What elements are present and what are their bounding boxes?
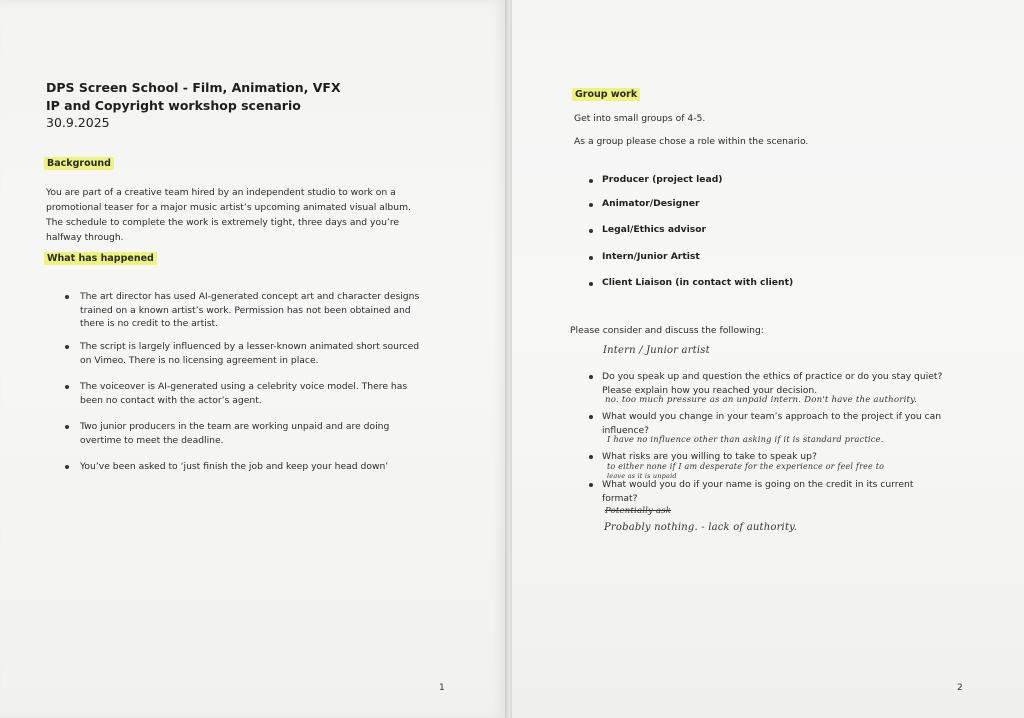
bullet-icon: [65, 465, 69, 469]
background-line: promotional teaser for a major music artist’s upcoming animated visual album.: [46, 202, 411, 213]
bullet-icon: [589, 375, 593, 379]
page-number: 2: [957, 683, 963, 693]
document-date: 30.9.2025: [46, 115, 110, 130]
bullet-icon: [589, 455, 593, 459]
list-item: [80, 380, 430, 407]
consider-prompt: Please consider and discuss the following:: [570, 325, 764, 336]
background-line: The schedule to complete the work is extremely tight, three days and you’re: [46, 217, 400, 228]
list-item-line: The script is largely influenced by a lesser-known animated short sourced: [80, 341, 420, 352]
handwritten-role: Intern / Junior artist: [603, 345, 710, 356]
document-title-line1: DPS Screen School - Film, Animation, VFX: [46, 80, 341, 95]
role-item: [602, 277, 793, 288]
bullet-icon: [65, 425, 69, 429]
list-item-line: Two junior producers in the team are working unpaid and are doing: [80, 421, 390, 432]
bullet-icon: [65, 385, 69, 389]
list-item-line: trained on a known artist’s work. Permission has not been obtained and: [80, 304, 411, 316]
list-item-line: You’ve been asked to ‘just finish the job and keep your head down’: [80, 461, 389, 472]
list-item-line: overtime to meet the deadline.: [80, 434, 224, 446]
list-item-line: on Vimeo. There is no licensing agreement in place.: [80, 354, 319, 366]
question-line: What would you change in your team’s approach to the project if you can: [602, 411, 942, 422]
question-line: What would you do if your name is going on the credit in its current: [602, 479, 914, 490]
what-happened-heading: What has happened: [44, 252, 157, 265]
bullet-icon: [589, 203, 593, 207]
list-item-line: The voiceover is AI-generated using a celebrity voice model. There has: [80, 381, 408, 392]
instruction-line: Get into small groups of 4-5.: [574, 113, 706, 124]
document-title-line2: IP and Copyright workshop scenario: [46, 98, 301, 113]
background-line: halfway through.: [46, 232, 124, 243]
role-item: [602, 198, 700, 209]
bullet-icon: [589, 256, 593, 260]
handwritten-answer: to either none if I am desperate for the experience or feel free to: [607, 462, 885, 471]
page-number: 1: [439, 683, 445, 693]
role-label: Client Liaison (in contact with client): [602, 277, 794, 288]
role-label: Producer (project lead): [602, 174, 723, 185]
background-heading: Background: [44, 157, 114, 170]
bullet-icon: [65, 295, 69, 299]
question-line: Please explain how you reached your decision.: [602, 384, 818, 396]
list-item-line: The art director has used AI-generated concept art and character designs: [80, 291, 420, 302]
question-line: What risks are you willing to take to speak up?: [602, 451, 817, 462]
role-label: Intern/Junior Artist: [602, 251, 700, 262]
list-item-line: there is no credit to the artist.: [80, 318, 219, 329]
bullet-icon: [589, 229, 593, 233]
bullet-icon: [65, 345, 69, 349]
list-item: [80, 460, 430, 474]
handwritten-answer: no. too much pressure as an unpaid intern. Don't have the authority.: [605, 395, 918, 405]
question-item: [602, 478, 962, 505]
question-item: [602, 410, 962, 437]
question-line: influence?: [602, 424, 650, 436]
list-item: [80, 340, 430, 367]
bullet-icon: [589, 179, 593, 183]
page-2: [512, 0, 1024, 718]
question-item: [602, 370, 962, 397]
role-label: Legal/Ethics advisor: [602, 224, 707, 235]
role-label: Animator/Designer: [602, 198, 700, 209]
background-line: You are part of a creative team hired by an independent studio to work on a: [46, 187, 396, 198]
role-item: [602, 224, 706, 235]
role-item: [602, 251, 700, 262]
bullet-icon: [589, 282, 593, 286]
handwritten-answer: Probably nothing. - lack of authority.: [604, 522, 798, 533]
list-item: [80, 290, 430, 331]
list-item: [80, 420, 430, 447]
role-item: [602, 174, 723, 185]
bullet-icon: [589, 483, 593, 487]
page-1: [0, 0, 506, 718]
handwritten-struck-answer: Potentially ask: [605, 506, 672, 516]
question-line: format?: [602, 492, 638, 504]
list-item-line: been no contact with the actor’s agent.: [80, 394, 262, 406]
handwritten-answer: I have no influence other than asking if it is standard practice.: [607, 434, 884, 444]
group-work-heading: Group work: [572, 88, 640, 101]
question-line: Do you speak up and question the ethics of practice or do you stay quiet?: [602, 371, 943, 382]
background-paragraph: [46, 185, 446, 245]
bullet-icon: [589, 415, 593, 419]
instruction-line: As a group please chose a role within the scenario.: [574, 136, 809, 147]
handwritten-answer: leave as it is unpaid: [607, 472, 677, 480]
